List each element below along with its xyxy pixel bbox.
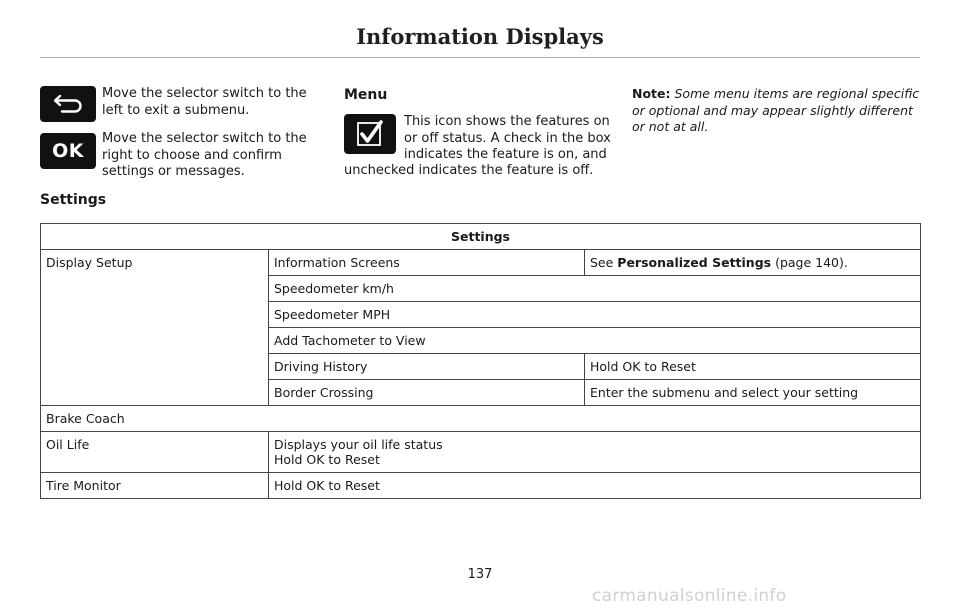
table-row — [41, 406, 921, 432]
watermark: carmanualsonline.info — [592, 586, 787, 606]
menu-heading: Menu — [344, 87, 388, 103]
page-number: 137 — [467, 567, 493, 582]
table-cell: Hold OK to Reset — [585, 354, 921, 380]
back-instruction: Move the selector switch to the left to exit a submenu. — [102, 86, 307, 118]
table-cell-reference: Personalized Settings — [617, 255, 772, 270]
table-cell: Information Screens — [269, 250, 585, 276]
table-cell: Add Tachometer to View — [269, 328, 921, 354]
note-text: Some menu items are regional specific or optional and may appear slightly different or not at all. — [632, 86, 920, 134]
table-cell: Brake Coach — [41, 406, 921, 432]
table-cell: Enter the submenu and select your setting — [585, 380, 921, 406]
checkbox-description: This icon shows the features on or off status. A check in the box indicates the feature is on, and — [404, 114, 611, 162]
page-title: Information Displays — [356, 24, 604, 49]
table-header-row — [41, 224, 921, 250]
back-arrow-icon — [40, 86, 96, 122]
table-cell-line: Displays your oil life status — [274, 437, 443, 452]
table-title: Settings — [41, 224, 921, 250]
note-label: Note: — [632, 86, 671, 101]
ok-instruction: Move the selector switch to the right to choose and confirm settings or messages. — [102, 131, 307, 179]
table-cell — [585, 250, 921, 276]
header-divider — [40, 57, 920, 58]
table-cell: Speedometer km/h — [269, 276, 921, 302]
table-cell-display-setup: Display Setup — [41, 250, 269, 406]
table-cell: Driving History — [269, 354, 585, 380]
table-cell — [269, 432, 921, 473]
table-cell-line: Hold OK to Reset — [274, 452, 380, 467]
table-cell-text: (page 140). — [771, 255, 848, 270]
checkbox-description-tail: unchecked indicates the feature is off. — [344, 163, 594, 178]
settings-table — [40, 223, 921, 499]
table-cell: Border Crossing — [269, 380, 585, 406]
table-cell: Speedometer MPH — [269, 302, 921, 328]
table-cell-text: See — [590, 255, 618, 270]
table-row — [41, 473, 921, 499]
table-row — [41, 432, 921, 473]
table-cell: Tire Monitor — [41, 473, 269, 499]
checkbox-checked-icon — [344, 114, 396, 154]
ok-button-icon: OK — [40, 133, 96, 169]
table-row — [41, 250, 921, 276]
table-cell: Oil Life — [41, 432, 269, 473]
settings-heading: Settings — [40, 192, 107, 208]
note — [632, 86, 927, 136]
table-cell: Hold OK to Reset — [269, 473, 921, 499]
